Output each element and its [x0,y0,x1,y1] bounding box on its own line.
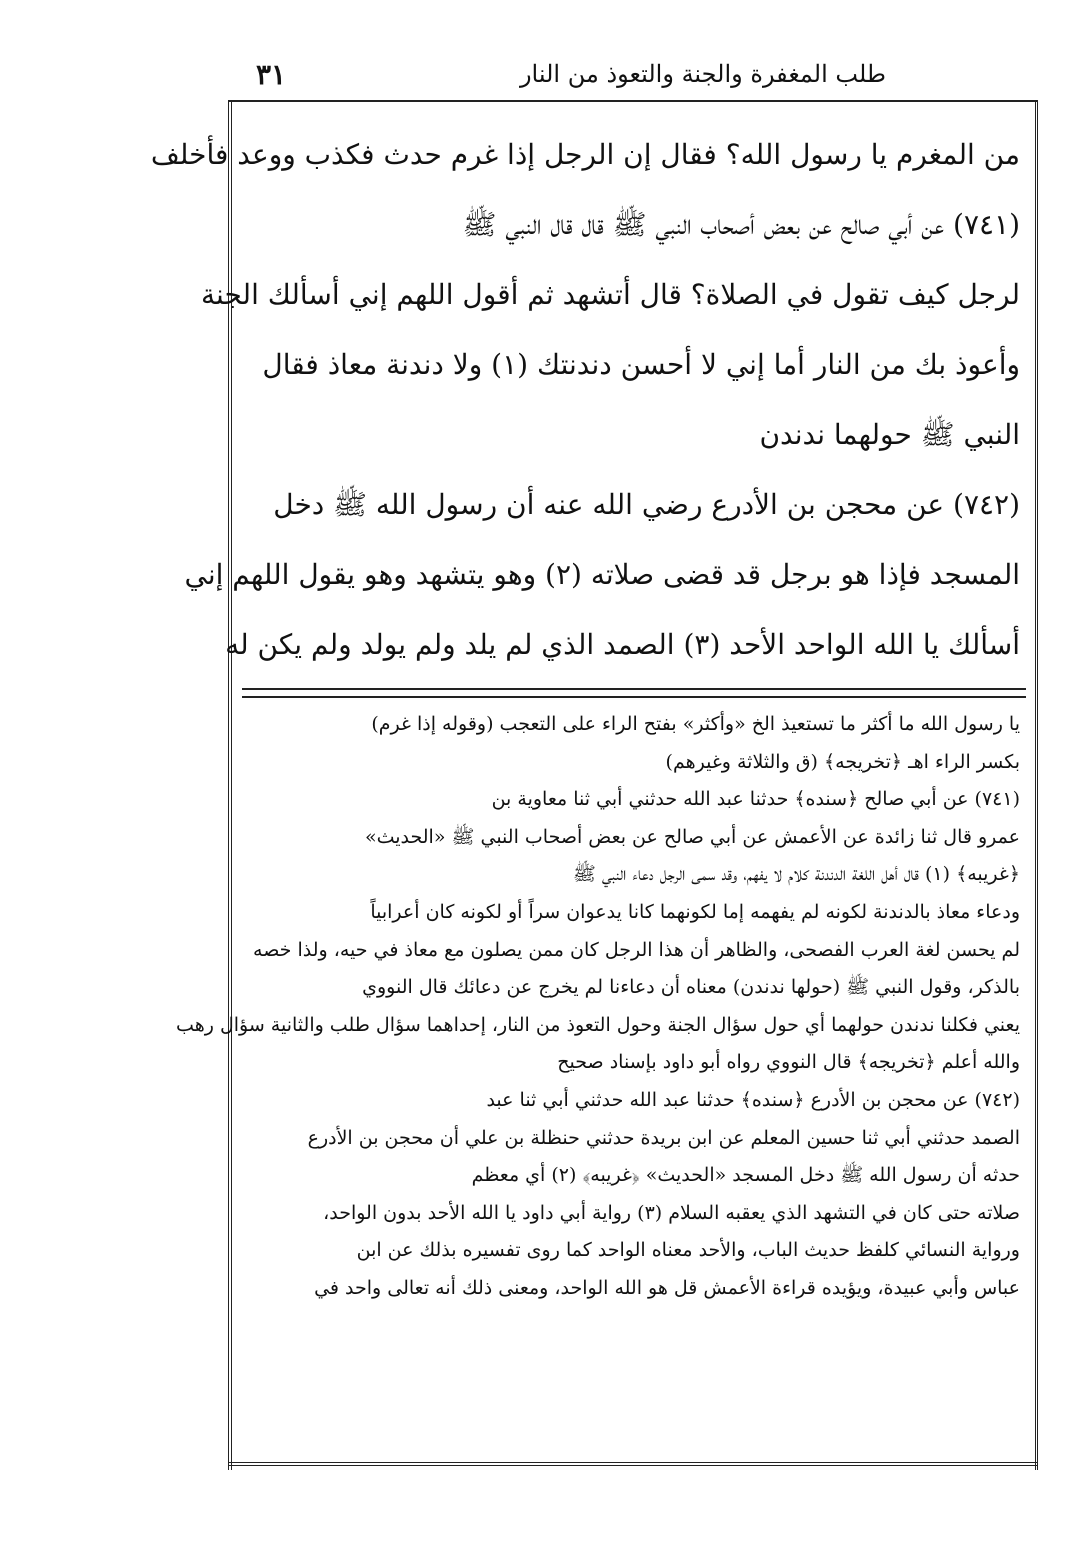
commentary-line: بكسر الراء اهـ ﴿تخريجه﴾ (ق والثلاثة وغيرهم) [665,750,1020,773]
commentary-line: والله أعلم ﴿تخريجه﴾ قال النووي رواه أبو داود بإسناد صحيح [557,1051,1020,1074]
commentary-line: لم يحسن لغة العرب الفصحى، والظاهر أن هذا الرجل كان ممن يصلون مع معاذ في حيه، ولذا خصه [253,938,1020,961]
main-text-block [150,120,1020,680]
commentary-line: صلاته حتى كان في التشهد الذي يعقبه السلام (٣) رواية أبي داود يا الله الأحد بدون الواحد، [323,1201,1020,1224]
commentary-line: بالذكر، وقول النبي ﷺ (حولها ندندن) معناه أن دعاءنا لم يخرج عن دعائك قال النووي [362,976,1020,999]
page-number: ٣١ [256,58,287,91]
main-text-line: لرجل كيف تقول في الصلاة؟ قال أتشهد ثم أقول اللهم إني أسألك الجنة [201,278,1020,311]
main-text-line: أسألك يا الله الواحد الأحد (٣) الصمد الذي لم يلد ولم يولد ولم يكن له [225,628,1020,661]
main-text-line: النبي ﷺ حولهما ندندن [759,418,1020,451]
commentary-line: (٧٤٢) عن محجن بن الأدرع ﴿سنده﴾ حدثنا عبد الله حدثني أبي ثنا عبد [486,1088,1020,1111]
commentary-line: ورواية النسائي كلفظ حديث الباب، والأحد معناه الواحد كما روى تفسيره بذلك عن ابن [356,1239,1020,1262]
main-text-line: (٧٤١) عن أبي صالح عن بعض أصحاب النبي ﷺ قال قال النبي ﷺ [462,208,1020,241]
section-divider [242,688,1026,698]
main-text-line: المسجد فإذا هو برجل قد قضى صلاته (٢) وهو يتشهد وهو يقول اللهم إني [184,558,1020,591]
commentary-line: حدثه أن رسول الله ﷺ دخل المسجد «الحديث» ﴿غريبه﴾ (٢) أي معظم [471,1164,1020,1187]
running-title: طلب المغفرة والجنة والتعوذ من النار [519,60,886,88]
commentary-line: الصمد حدثني أبي ثنا حسين المعلم عن ابن بريدة حدثني حنظلة بن علي أن محجن بن الأدرع [307,1126,1020,1149]
main-text-line: من المغرم يا رسول الله؟ فقال إن الرجل إذا غرم حدث فكذب ووعد فأخلف [150,138,1020,171]
commentary-line: عمرو قال ثنا زائدة عن الأعمش عن أبي صالح عن بعض أصحاب النبي ﷺ «الحديث» [364,825,1020,848]
commentary-line: (٧٤١) عن أبي صالح ﴿سنده﴾ حدثنا عبد الله حدثني أبي ثنا معاوية بن [491,788,1020,811]
commentary-line: يعني فكلنا ندندن حولهما أي حول سؤال الجنة وحول التعوذ من النار، إحداهما سؤال طلب والثانية سؤال رهب [176,1013,1020,1036]
commentary-line: يا رسول الله ما أكثر ما تستعيذ الخ «وأكثر» بفتح الراء على التعجب (وقوله إذا غرم) [371,713,1020,735]
commentary-block [176,706,1020,1308]
frame-top-rule [228,100,1038,102]
commentary-line: ﴿غريبه﴾ (١) قال أهل اللغة الدندنة كلام لا يفهم، وقد سمى الرجل دعاء النبي ﷺ [572,863,1020,886]
frame-bottom-rule [228,1462,1038,1466]
commentary-line: ودعاء معاذ بالدندنة لكونه لم يفهمه إما لكونهما كانا يدعوان سراً أو لكونه كان أعرابياً [370,900,1020,923]
commentary-line: عباس وأبي عبيدة، ويؤيده قراءة الأعمش قل هو الله الواحد، ومعنى ذلك أنه تعالى واحد في [314,1276,1020,1299]
page-header [236,56,1036,100]
main-text-line: وأعوذ بك من النار أما إني لا أحسن دندنتك (١) ولا دندنة معاذ فقال [262,348,1020,381]
main-text-line: (٧٤٢) عن محجن بن الأدرع رضي الله عنه أن رسول الله ﷺ دخل [273,488,1020,521]
